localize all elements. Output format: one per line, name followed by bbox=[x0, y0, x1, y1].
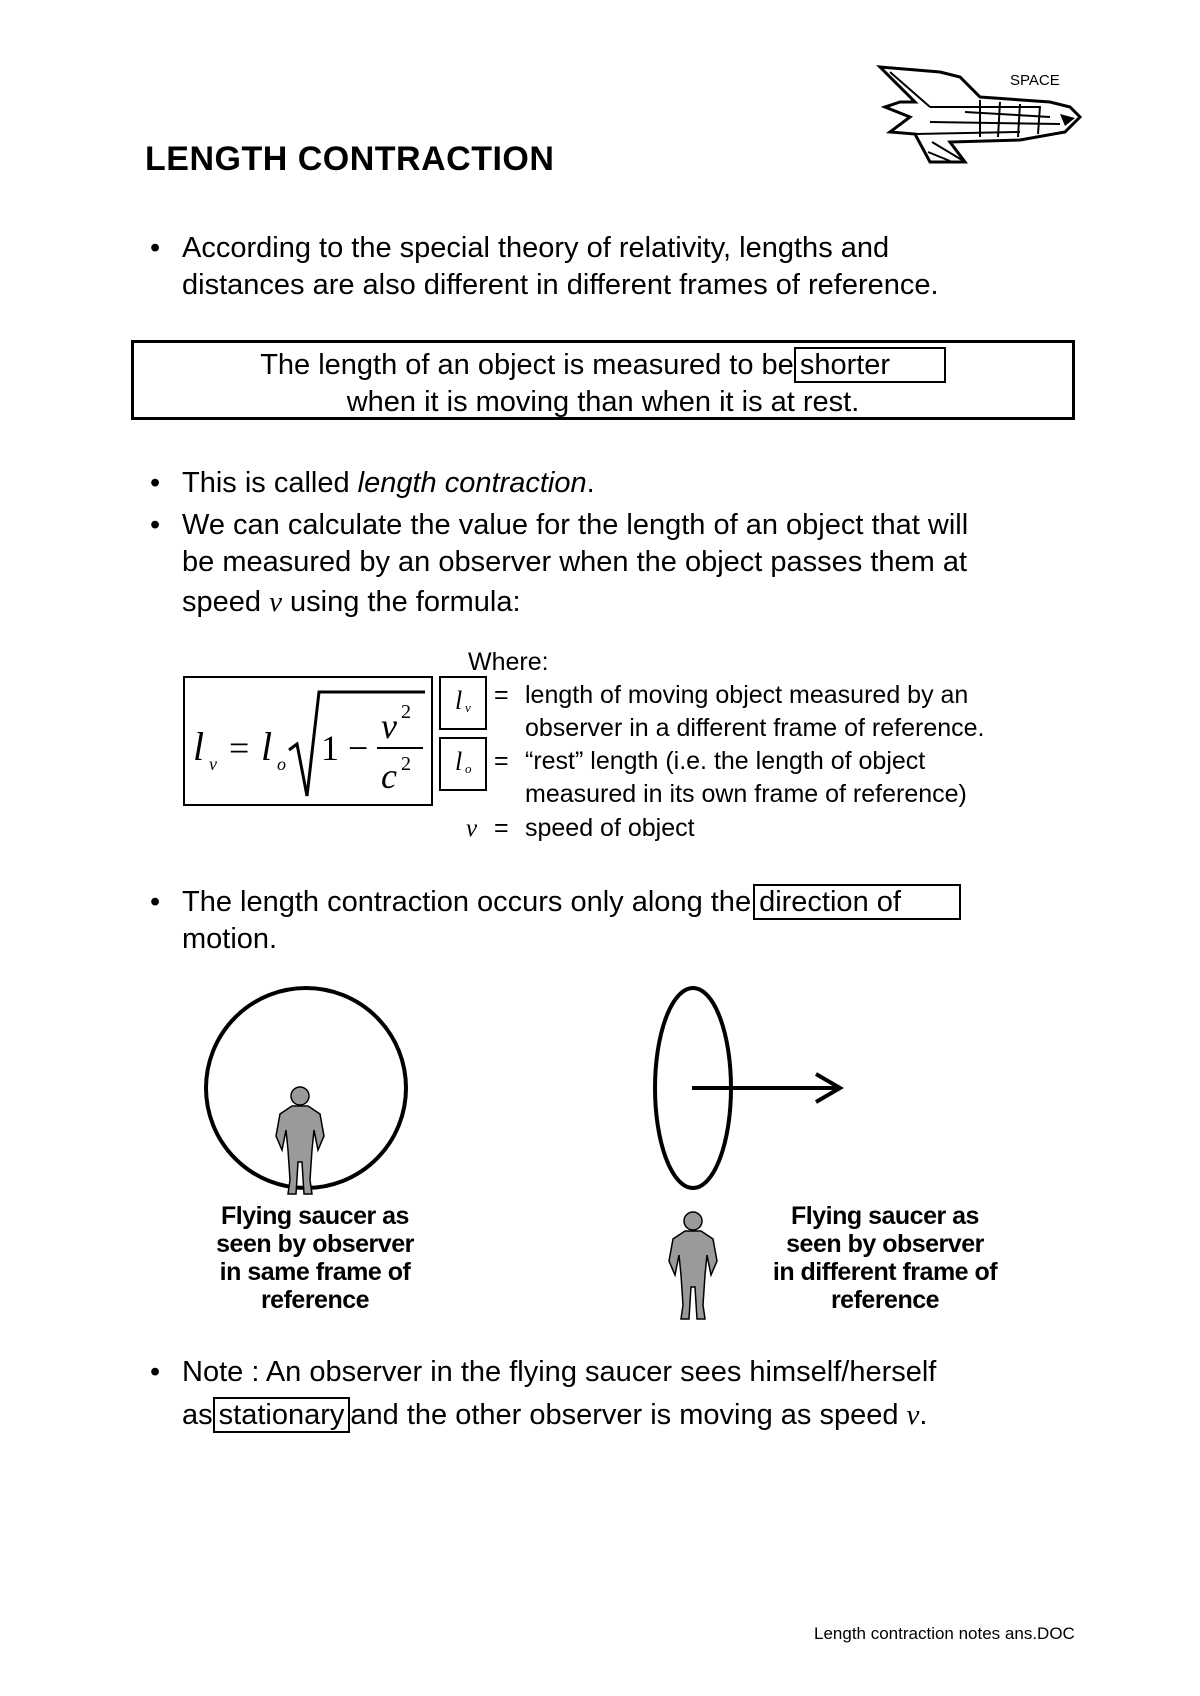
note-line-1: Note : An observer in the flying saucer sees himself/herself bbox=[182, 1356, 937, 1388]
lo-symbol-box bbox=[439, 737, 487, 791]
lv-symbol-box bbox=[439, 676, 487, 730]
intro-line-1: According to the special theory of relativity, lengths and bbox=[182, 232, 890, 264]
lo-definition-line-1: “rest” length (i.e. the length of object bbox=[525, 747, 926, 775]
direction-line-1 bbox=[182, 884, 1102, 921]
formula-num-exp: 2 bbox=[401, 701, 411, 723]
right-caption bbox=[745, 1202, 1025, 1314]
v-equals: = bbox=[494, 814, 509, 842]
note-line-2 bbox=[182, 1397, 1102, 1434]
calc-line-1: We can calculate the value for the length of an object that will bbox=[182, 509, 969, 541]
left-caption bbox=[185, 1202, 445, 1314]
right-caption-line-3: in different frame of bbox=[772, 1258, 998, 1286]
calc-line-3-end: using the formula: bbox=[281, 586, 521, 618]
calc-line-3-start: speed bbox=[182, 586, 270, 618]
observer-same-frame-figure bbox=[276, 1087, 324, 1194]
bullet-icon: • bbox=[150, 886, 161, 918]
lo-symbol: l bbox=[455, 747, 463, 776]
formula-lhs-sub: v bbox=[209, 754, 217, 774]
direction-text: The length contraction occurs only along the bbox=[182, 886, 752, 918]
lv-symbol: l bbox=[455, 686, 463, 715]
lv-subscript: v bbox=[465, 700, 471, 715]
lv-equals: = bbox=[494, 681, 509, 709]
left-caption-line-3: in same frame of bbox=[219, 1258, 411, 1286]
formula-one-minus: 1 − bbox=[321, 728, 369, 768]
formula-den-exp: 2 bbox=[401, 753, 411, 775]
formula-l0-sub: o bbox=[277, 754, 286, 774]
note-line-2-text: and the other observer is moving as speed bbox=[350, 1399, 907, 1431]
note-end: . bbox=[919, 1399, 928, 1431]
left-caption-line-1: Flying saucer as bbox=[221, 1202, 409, 1230]
lo-equals: = bbox=[494, 747, 509, 775]
formula-lhs: l bbox=[193, 724, 205, 769]
formula-box bbox=[183, 676, 433, 806]
space-shuttle-logo bbox=[870, 62, 1090, 177]
answer-box-stationary: stationary bbox=[213, 1397, 351, 1433]
right-caption-line-4: reference bbox=[830, 1286, 940, 1314]
calc-line-3 bbox=[182, 584, 1102, 621]
called-suffix: . bbox=[586, 467, 595, 499]
where-heading: Where: bbox=[468, 648, 549, 676]
left-caption-line-4: reference bbox=[260, 1286, 370, 1314]
key-statement-box bbox=[131, 340, 1075, 420]
formula-equals: = bbox=[229, 728, 250, 768]
key-statement-line-1 bbox=[134, 347, 1072, 384]
space-label: SPACE bbox=[1010, 72, 1060, 89]
v-symbol: v bbox=[466, 815, 478, 842]
direction-line-2: motion. bbox=[182, 923, 278, 955]
calculate-bullet bbox=[150, 507, 1102, 621]
direction-bullet bbox=[150, 884, 1102, 958]
observer-different-frame-figure bbox=[669, 1212, 717, 1319]
called-term: length contraction bbox=[357, 467, 587, 499]
lv-definition-line-1: length of moving object measured by an bbox=[525, 681, 969, 709]
intro-line-2: distances are also different in different frames of reference. bbox=[182, 269, 939, 301]
formula-denominator: c bbox=[381, 756, 397, 796]
called-bullet bbox=[150, 465, 1082, 502]
footer-filename: Length contraction notes ans.DOC bbox=[814, 1624, 1075, 1643]
note-as: as bbox=[182, 1399, 213, 1431]
formula-graphic bbox=[185, 678, 435, 808]
calc-line-2: be measured by an observer when the object passes them at bbox=[182, 546, 968, 578]
answer-box-direction: direction of bbox=[753, 884, 961, 920]
lo-definition-line-2: measured in its own frame of reference) bbox=[525, 780, 967, 808]
right-caption-line-2: seen by observer bbox=[786, 1230, 984, 1258]
left-caption-line-2: seen by observer bbox=[216, 1230, 414, 1258]
page-title: LENGTH CONTRACTION bbox=[145, 140, 555, 178]
calc-var-v: v bbox=[269, 586, 282, 618]
intro-bullet bbox=[150, 230, 1082, 304]
right-caption-line-1: Flying saucer as bbox=[791, 1202, 979, 1230]
key-statement-line-2: when it is moving than when it is at rest. bbox=[346, 386, 860, 418]
note-bullet bbox=[150, 1354, 1102, 1434]
lo-subscript: o bbox=[465, 761, 472, 776]
lv-definition-line-2: observer in a different frame of reference. bbox=[525, 714, 985, 742]
bullet-icon: • bbox=[150, 1356, 161, 1388]
key-statement-text: The length of an object is measured to be bbox=[260, 349, 794, 381]
bullet-icon: • bbox=[150, 467, 161, 499]
bullet-icon: • bbox=[150, 232, 161, 264]
answer-box-shorter: shorter bbox=[794, 347, 946, 383]
formula-numerator: v bbox=[381, 706, 397, 746]
v-definition: speed of object bbox=[525, 814, 695, 842]
note-var-v: v bbox=[906, 1399, 920, 1431]
lv-definition bbox=[525, 679, 985, 745]
bullet-icon: • bbox=[150, 509, 161, 541]
formula-l0: l bbox=[261, 724, 273, 769]
called-prefix: This is called bbox=[182, 467, 358, 499]
lo-definition bbox=[525, 745, 967, 811]
